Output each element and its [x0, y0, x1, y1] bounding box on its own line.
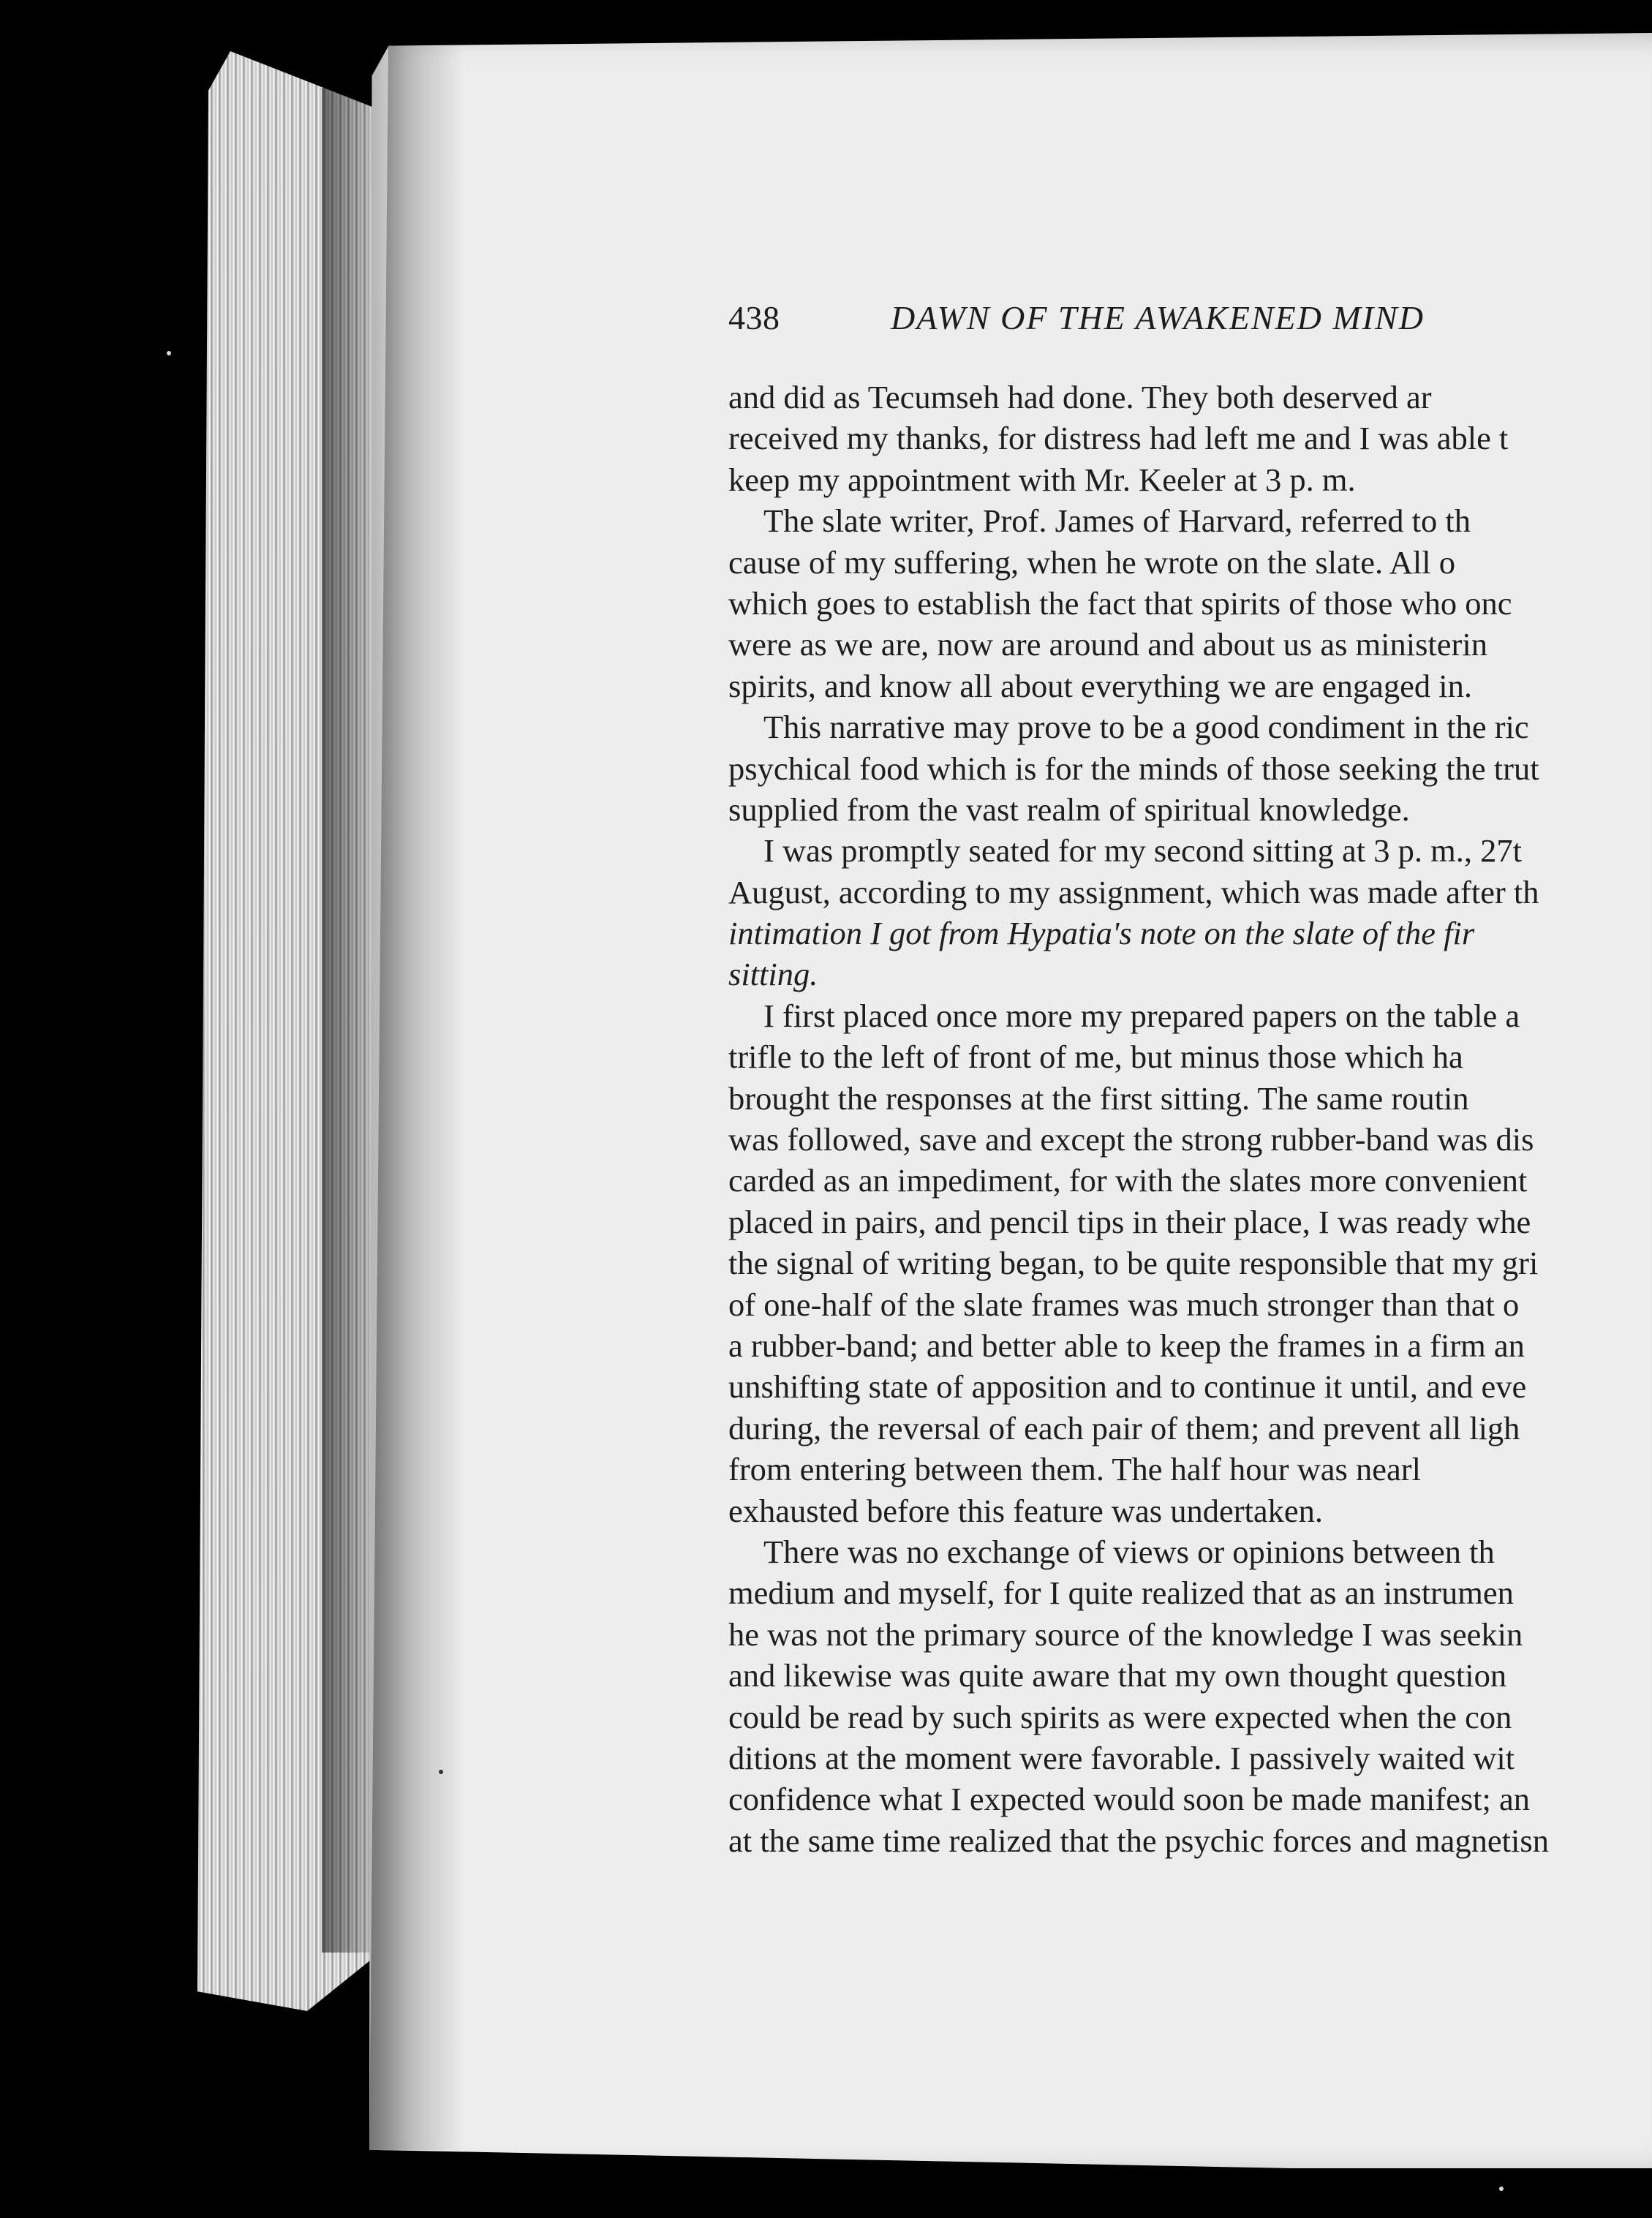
text-line: the signal of writing began, to be quite responsible that my gri — [728, 1245, 1539, 1282]
text-line: exhausted before this feature was undertaken. — [728, 1492, 1324, 1529]
text-line: medium and myself, for I quite realized that as an instrumen — [728, 1574, 1514, 1612]
text-line: at the same time realized that the psychic forces and magnetisn — [728, 1822, 1549, 1859]
text-line: from entering between them. The half hour was nearl — [728, 1451, 1421, 1488]
text-line: received my thanks, for distress had left me and I was able t — [728, 420, 1509, 457]
text-line: keep my appointment with Mr. Keeler at 3 p. m. — [728, 461, 1356, 498]
text-line: supplied from the vast realm of spiritual knowledge. — [728, 791, 1410, 828]
speck — [167, 351, 171, 355]
text-line: I first placed once more my prepared papers on the table a — [763, 997, 1520, 1034]
text-line: brought the responses at the first sitting. The same routin — [728, 1079, 1469, 1117]
text-line: confidence what I expected would soon be made manifest; an — [728, 1781, 1531, 1818]
text-line: There was no exchange of views or opinions between th — [763, 1533, 1495, 1570]
text-line: August, according to my assignment, which was made after th — [728, 873, 1539, 910]
text-line: cause of my suffering, when he wrote on the slate. All o — [728, 543, 1455, 581]
page-number: 438 — [728, 299, 780, 336]
text-line: spirits, and know all about everything we are engaged in. — [728, 667, 1473, 704]
text-line: and did as Tecumseh had done. They both deserved ar — [728, 379, 1432, 415]
running-title: DAWN OF THE AWAKENED MIND — [891, 299, 1425, 336]
text-line: could be read by such spirits as were expected when the con — [728, 1698, 1512, 1735]
text-line: which goes to establish the fact that spirits of those who onc — [728, 584, 1512, 622]
speck — [1499, 2187, 1504, 2191]
scan-border-bottom — [0, 2168, 1652, 2218]
text-line: trifle to the left of front of me, but minus those which ha — [728, 1038, 1463, 1076]
text-line: psychical food which is for the minds of those seeking the trut — [728, 750, 1539, 787]
text-line: he was not the primary source of the knowledge I was seekin — [728, 1615, 1523, 1653]
running-head — [728, 298, 1652, 337]
text-line: were as we are, now are around and about us as ministerin — [728, 626, 1487, 663]
text-line: during, the reversal of each pair of them; and prevent all ligh — [728, 1409, 1520, 1446]
body-text — [728, 377, 1652, 1861]
text-line: and likewise was quite aware that my own thought question — [728, 1657, 1507, 1694]
text-line: unshifting state of apposition and to continue it until, and eve — [728, 1368, 1527, 1406]
text-line: I was promptly seated for my second sitting at 3 p. m., 27t — [763, 832, 1522, 870]
text-line: sitting. — [728, 956, 818, 993]
text-line: was followed, save and except the strong rubber-band was dis — [728, 1121, 1534, 1158]
text-line: intimation I got from Hypatia's note on the slate of the fir — [728, 915, 1475, 952]
text-line: ditions at the moment were favorable. I passively waited wit — [728, 1739, 1515, 1776]
speck — [439, 1770, 443, 1774]
text-line: placed in pairs, and pencil tips in their place, I was ready whe — [728, 1203, 1531, 1240]
text-line: The slate writer, Prof. James of Harvard, referred to th — [763, 502, 1471, 540]
text-line: a rubber-band; and better able to keep the frames in a firm an — [728, 1327, 1525, 1364]
text-line: carded as an impediment, for with the slates more convenient — [728, 1162, 1528, 1199]
text-line: of one-half of the slate frames was much stronger than that o — [728, 1286, 1520, 1323]
text-line: This narrative may prove to be a good condiment in the ric — [763, 709, 1529, 746]
